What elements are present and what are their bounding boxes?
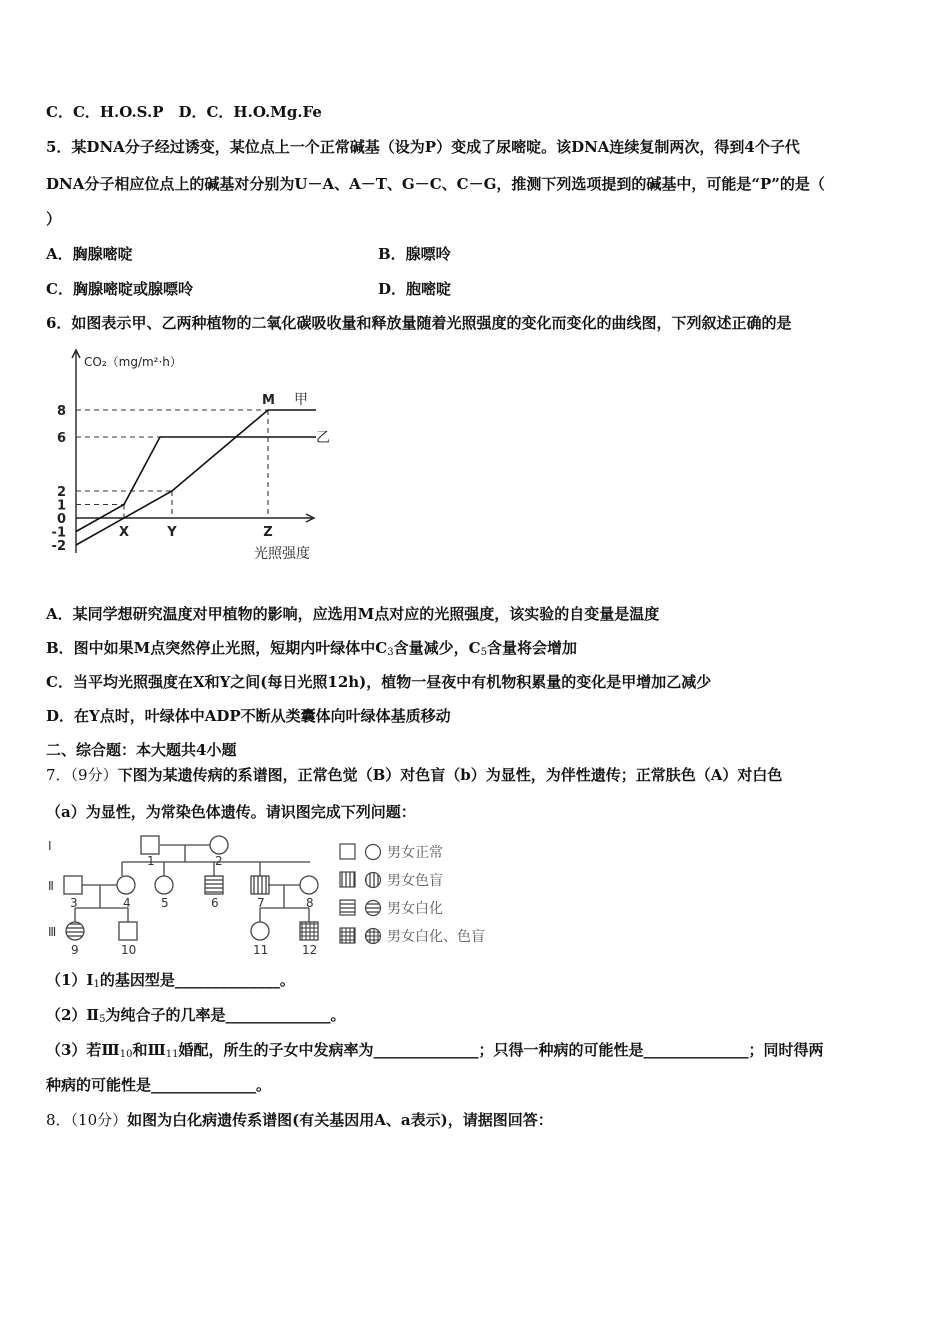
q5-stem-line2: DNA分子相应位点上的碱基对分别为U－A、A－T、G－C、C－G，推测下列选项提到的碱基中，可能是“P”的是（ xyxy=(46,175,825,193)
section-heading: 二、综合题：本大题共4小题 xyxy=(46,741,237,759)
pedigree-II6-male-albino xyxy=(205,876,223,894)
id-7: 7 xyxy=(257,896,265,910)
co2-light-chart xyxy=(44,340,334,580)
q5-option-c: C．胸腺嘧啶或腺嘌呤 xyxy=(46,280,193,298)
x-tick-label-Z: Z xyxy=(263,525,273,540)
pedigree-II5-female-normal xyxy=(155,876,173,894)
q6-option-b: B．图中如果M点突然停止光照，短期内叶绿体中$C_3$含量减少，$C_5$含量将会增加 xyxy=(46,639,577,658)
q6-option-d: D．在Y点时，叶绿体中ADP不断从类囊体向叶绿体基质移动 xyxy=(46,707,451,725)
id-4: 4 xyxy=(123,896,131,910)
legend-colorblind-male-icon xyxy=(340,872,355,887)
series-label-0: 甲 xyxy=(294,392,308,408)
pedigree-II8-female-normal xyxy=(300,876,318,894)
legend-both-female-icon xyxy=(366,929,381,944)
y-tick-label-2: 2 xyxy=(56,485,66,500)
id-9: 9 xyxy=(71,943,79,957)
gen-label-III: Ⅲ xyxy=(48,925,57,939)
legend-both-label: 男女白化、色盲 xyxy=(387,929,485,945)
pedigree-chart xyxy=(44,830,514,960)
q7-sub2: $(2)Ⅱ_5$为纯合子的几率是______________。 xyxy=(46,1006,346,1025)
q5-stem-line3: ） xyxy=(46,210,62,228)
y-tick-label-1: 6 xyxy=(56,431,66,446)
y-tick-label-6: -2 xyxy=(51,539,66,554)
id-2: 2 xyxy=(215,854,223,868)
y-axis-label: CO₂（mg/m²·h） xyxy=(84,355,182,369)
pedigree-I2-female-normal xyxy=(210,836,228,854)
id-11: 11 xyxy=(253,943,269,957)
series-line-0 xyxy=(76,410,316,545)
legend-both-male-icon xyxy=(340,928,355,943)
x-tick-label-X: X xyxy=(118,525,130,540)
pedigree-III11-female-normal xyxy=(251,922,269,940)
id-8: 8 xyxy=(306,896,314,910)
pedigree-III12-male-albino-colorblind xyxy=(300,922,318,940)
y-tick-label-0: 8 xyxy=(56,404,66,419)
x-axis-label: 光照强度 xyxy=(254,546,310,562)
legend-normal-label: 男女正常 xyxy=(387,845,443,861)
q5-stem-line1: 5．某DNA分子经过诱变，某位点上一个正常碱基（设为P）变成了尿嘧啶。该DNA连续复制两次，得到4个子代 xyxy=(46,138,800,156)
id-3: 3 xyxy=(70,896,78,910)
id-12: 12 xyxy=(302,943,318,957)
pedigree-I1-male-normal xyxy=(141,836,159,854)
q7-stem-line2: （a）为显性，为常染色体遗传。请识图完成下列问题： xyxy=(46,803,416,821)
pedigree-II4-female-normal xyxy=(117,876,135,894)
q5-option-d: D．胞嘧啶 xyxy=(378,280,452,298)
pedigree-III10-male-normal xyxy=(119,922,137,940)
id-6: 6 xyxy=(211,896,219,910)
legend-colorblind-label: 男女色盲 xyxy=(387,873,443,889)
q7-sub3: （3）若$Ⅲ_{10}$和$Ⅲ_{11}$婚配，所生的子女中发病率为______________；只得一种病的可能性是______________；同时得两 xyxy=(46,1041,824,1060)
q7-stem-line1: 7．（9分）下图为某遗传病的系谱图，正常色觉（B）对色盲（b）为显性，为伴性遗传；正常肤色（A）对白色 xyxy=(46,766,783,784)
q7-sub1: $(1)Ⅰ_1$的基因型是______________。 xyxy=(46,971,295,990)
q5-option-b: B．腺嘌呤 xyxy=(378,245,451,263)
legend-colorblind-female-icon xyxy=(366,873,381,888)
pedigree-II3-male-normal xyxy=(64,876,82,894)
x-tick-label-Y: Y xyxy=(167,525,177,540)
legend-normal-male-icon xyxy=(340,844,355,859)
id-1: 1 xyxy=(147,854,155,868)
series-label-1: 乙 xyxy=(316,430,330,446)
point-label-M: M xyxy=(262,393,275,408)
q6-option-a: A．某同学想研究温度对甲植物的影响，应选用M点对应的光照强度，该实验的自变量是温度 xyxy=(46,605,660,623)
q4-options-cd: C．C．H.O.S.P D．C．H.O.Mg.Fe xyxy=(46,103,322,121)
q5-option-a: A．胸腺嘧啶 xyxy=(46,245,133,263)
pedigree-III9-female-albino xyxy=(66,922,84,940)
q6-stem: 6．如图表示甲、乙两种植物的二氧化碳吸收量和释放量随着光照强度的变化而变化的曲线图，下列叙述正确的是 xyxy=(46,314,792,332)
legend-normal-female-icon xyxy=(366,845,381,860)
legend-albino-male-icon xyxy=(340,900,355,915)
q6-option-c: C．当平均光照强度在X和Y之间(每日光照12h)，植物一昼夜中有机物积累量的变化是甲增加乙减少 xyxy=(46,673,712,691)
id-5: 5 xyxy=(161,896,169,910)
y-tick-label-3: 1 xyxy=(56,498,66,514)
legend-albino-female-icon xyxy=(366,901,381,916)
y-tick-label-4: 0 xyxy=(56,512,66,527)
pedigree-II7-male-colorblind xyxy=(251,876,269,894)
gen-label-II: Ⅱ xyxy=(48,879,54,893)
id-10: 10 xyxy=(121,943,137,957)
gen-label-I: Ⅰ xyxy=(48,839,52,853)
y-tick-label-5: -1 xyxy=(51,525,66,541)
q8-stem: 8．（10分）如图为白化病遗传系谱图(有关基因用A、a表示)，请据图回答： xyxy=(46,1111,553,1129)
q7-sub3-line2: 种病的可能性是______________。 xyxy=(46,1076,272,1094)
legend-albino-label: 男女白化 xyxy=(387,901,443,917)
